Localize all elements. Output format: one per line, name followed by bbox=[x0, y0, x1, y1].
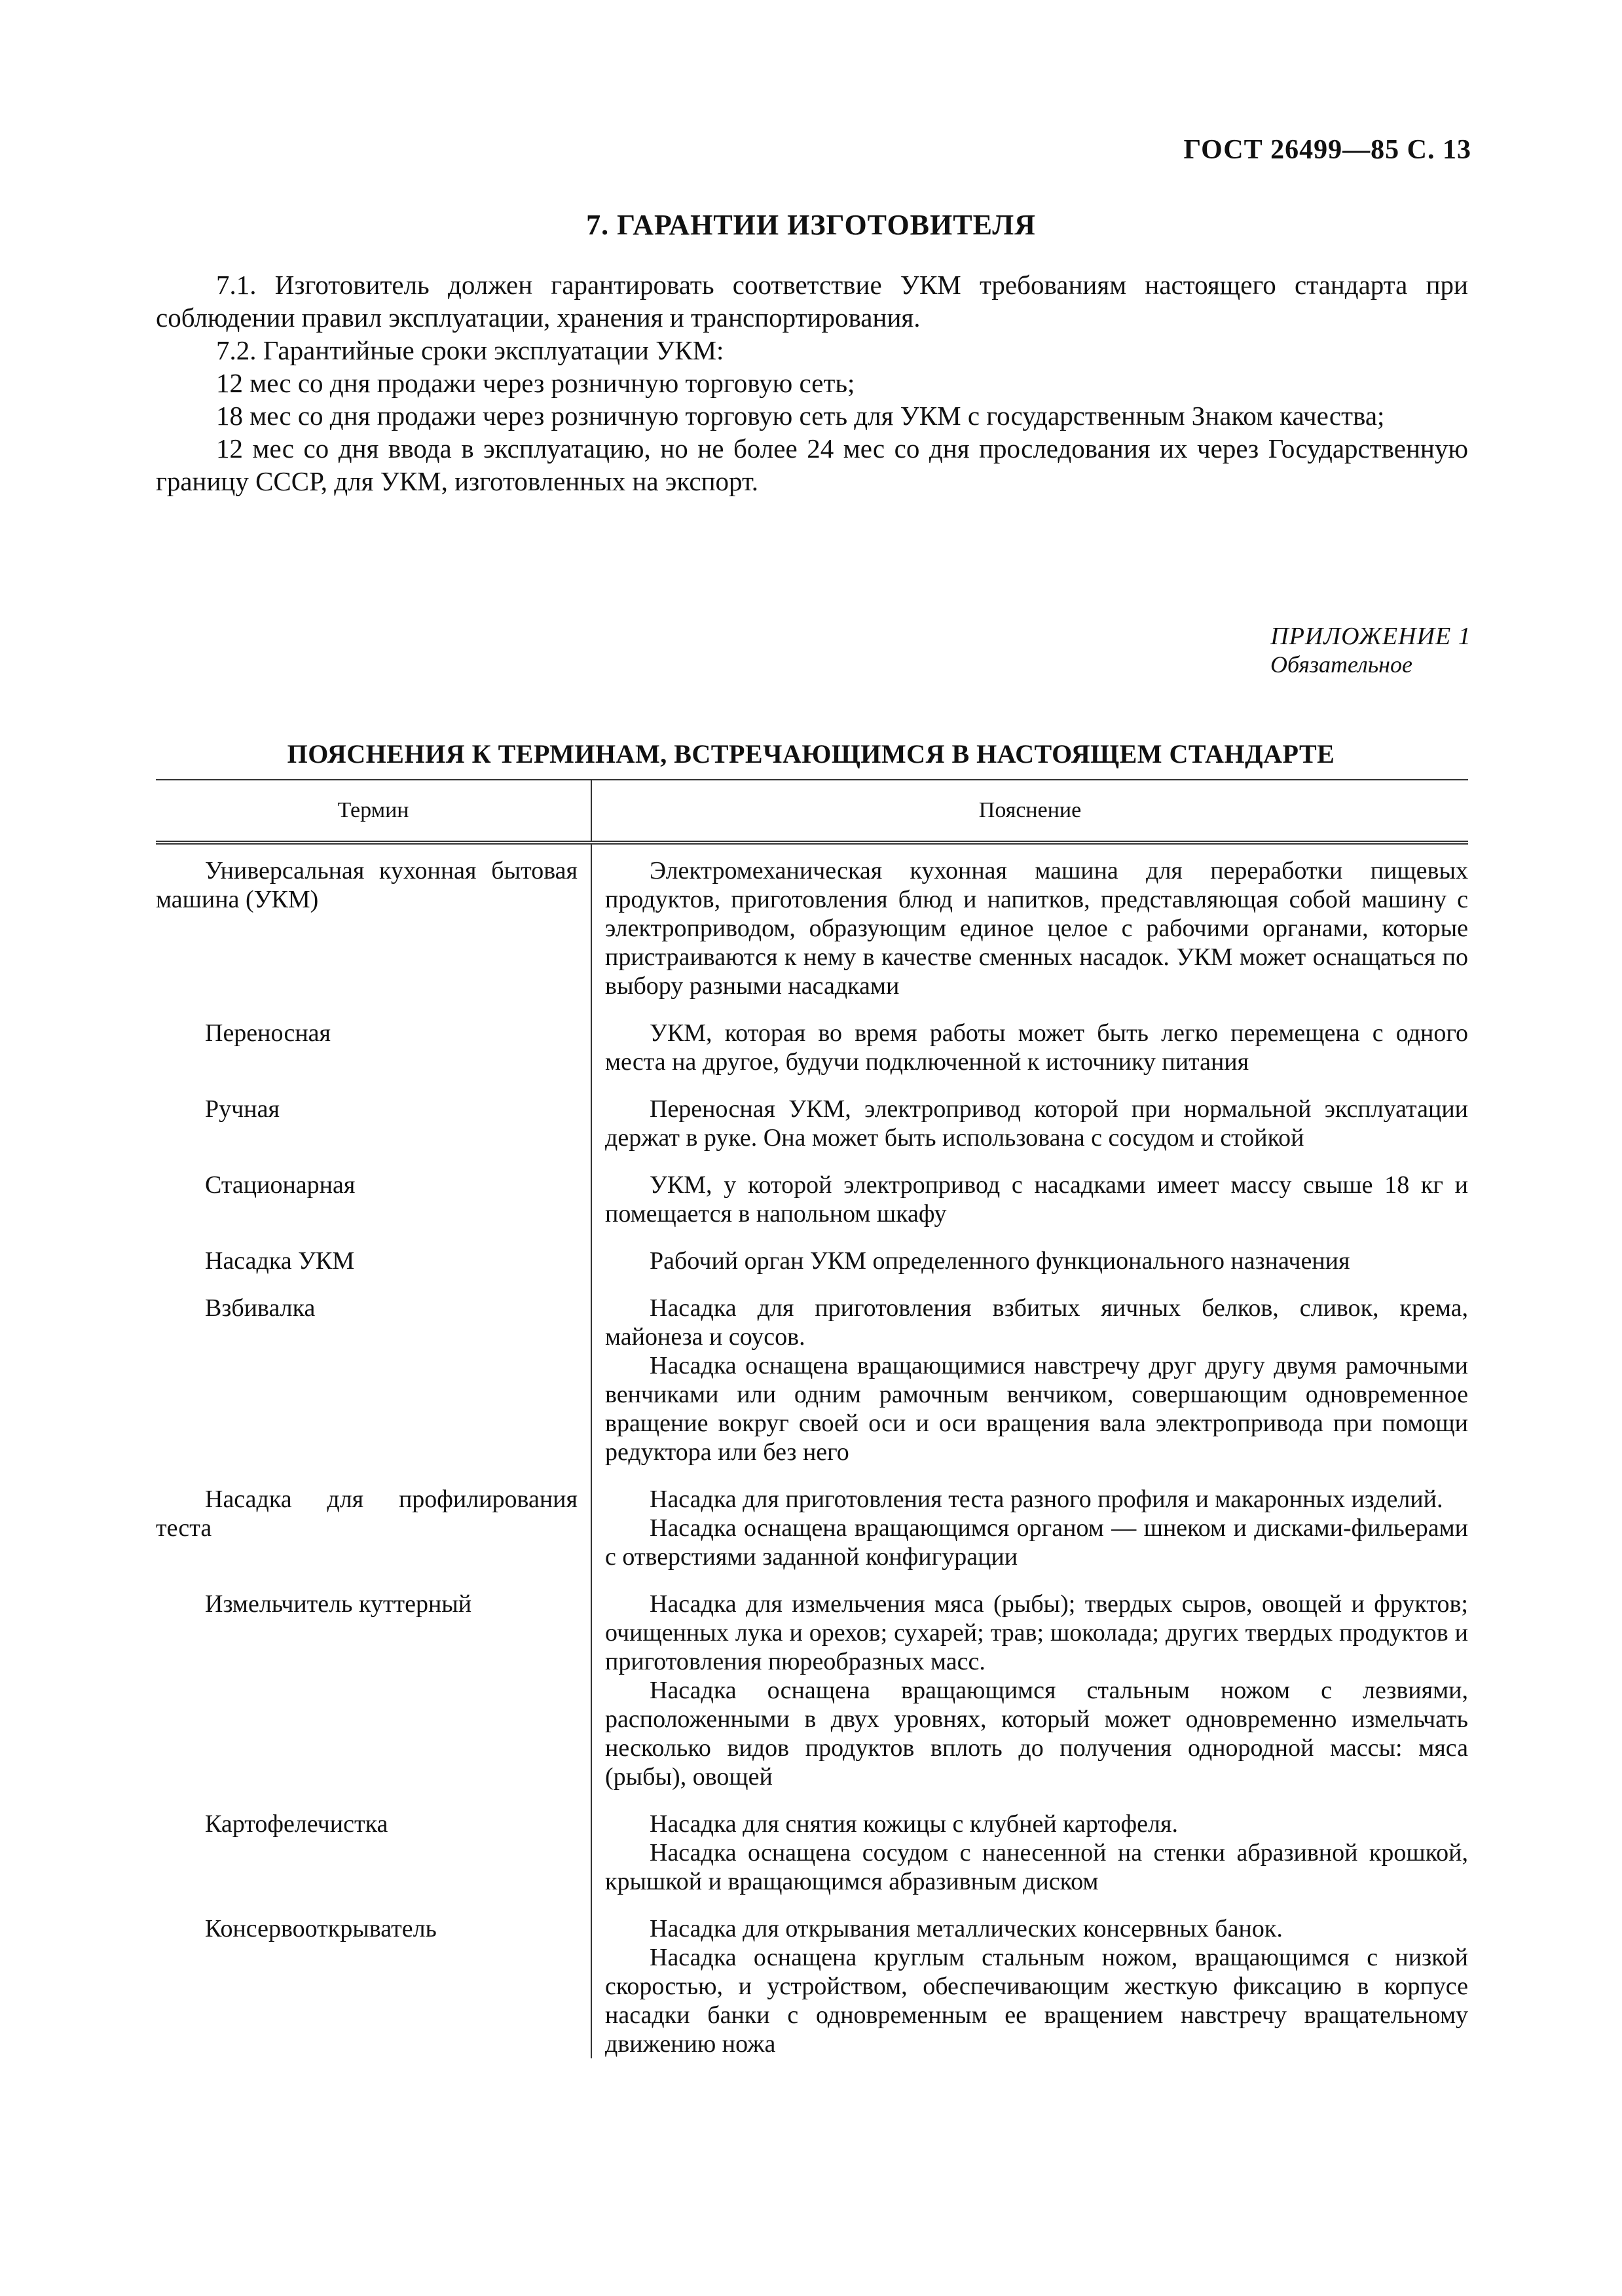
table-row-spacer bbox=[156, 1571, 1468, 1590]
explanation-cell bbox=[591, 1019, 1468, 1076]
term-cell bbox=[156, 1590, 591, 1791]
spacer-cell bbox=[591, 1228, 1468, 1247]
table-row-spacer bbox=[156, 1076, 1468, 1095]
table-row bbox=[156, 1810, 1468, 1896]
term-text: Картофелечистка bbox=[205, 1810, 388, 1838]
section-title: 7. ГАРАНТИИ ИЗГОТОВИТЕЛЯ bbox=[586, 209, 1036, 241]
explanation-cell bbox=[591, 1914, 1468, 2058]
table-row-spacer bbox=[156, 1896, 1468, 1914]
paragraph: 12 мес со дня ввода в эксплуатацию, но не более 24 мес со дня проследования их через Государственную границу СССР, для УКМ, изготовленных на экспорт. bbox=[156, 433, 1468, 496]
explanation-paragraph: Насадка оснащена вращающимися навстречу друг другу двумя рамочными венчиками или одним рамочным венчиком, совершающим одновременное вращение вокруг своей оси и оси вращения вала электропривода при помощи редуктора или без него bbox=[605, 1352, 1468, 1466]
table-row-spacer bbox=[156, 1467, 1468, 1485]
term-cell bbox=[156, 1095, 591, 1152]
spacer-cell bbox=[156, 1228, 591, 1247]
spacer-cell bbox=[591, 1152, 1468, 1171]
explanation-cell bbox=[591, 1485, 1468, 1571]
spacer-cell bbox=[591, 1076, 1468, 1095]
table-row-spacer bbox=[156, 1000, 1468, 1019]
spacer-cell bbox=[156, 1467, 591, 1485]
spacer-cell bbox=[591, 1467, 1468, 1485]
section-body bbox=[156, 268, 1468, 498]
table-row bbox=[156, 1247, 1468, 1275]
paragraph: 18 мес со дня продажи через розничную торговую сеть для УКМ с государственным Знаком качества; bbox=[216, 401, 1385, 431]
table-row bbox=[156, 856, 1468, 1000]
term-text: Насадка УКМ bbox=[205, 1247, 355, 1275]
term-cell bbox=[156, 1019, 591, 1076]
table-row-spacer bbox=[156, 1152, 1468, 1171]
term-text: Измельчитель куттерный bbox=[205, 1590, 472, 1618]
term-cell bbox=[156, 1294, 591, 1467]
explanation-paragraph: Насадка для открывания металлических консервных банок. bbox=[650, 1915, 1283, 1942]
spacer-cell bbox=[591, 843, 1468, 856]
term-text: Ручная bbox=[205, 1095, 280, 1123]
explanation-cell bbox=[591, 1171, 1468, 1228]
table-row bbox=[156, 1294, 1468, 1467]
explanation-cell bbox=[591, 1247, 1468, 1275]
explanation-paragraph: Насадка оснащена вращающимся стальным ножом с лезвиями, расположенными в двух уровнях, который может одновременно измельчать несколько видов продуктов вплоть до получения однородной массы: мяса (рыбы), овощей bbox=[605, 1677, 1468, 1791]
table-row-spacer bbox=[156, 1228, 1468, 1247]
table-row-spacer bbox=[156, 1275, 1468, 1294]
term-text: Стационарная bbox=[205, 1171, 356, 1199]
term-text: Универсальная кухонная бытовая машина (УКМ) bbox=[156, 857, 578, 913]
term-text: Переносная bbox=[205, 1019, 331, 1047]
table-header-row bbox=[156, 780, 1468, 843]
table-row-spacer bbox=[156, 1791, 1468, 1810]
appendix-label bbox=[1270, 622, 1471, 678]
spacer-cell bbox=[591, 1896, 1468, 1914]
term-cell bbox=[156, 1810, 591, 1896]
explanation-paragraph: Электромеханическая кухонная машина для переработки пищевых продуктов, приготовления блюд и напитков, представляющая собой машину с электроприводом, образующим единое целое с рабочими органами, которые пристраиваются к нему в качестве сменных насадок. УКМ может оснащаться по выбору разными насадками bbox=[605, 857, 1468, 1000]
column-header-explanation: Пояснение bbox=[591, 780, 1468, 843]
explanation-paragraph: Рабочий орган УКМ определенного функционального назначения bbox=[650, 1247, 1350, 1275]
spacer-cell bbox=[156, 1275, 591, 1294]
spacer-cell bbox=[156, 1571, 591, 1590]
table-row bbox=[156, 1095, 1468, 1152]
table-row bbox=[156, 1914, 1468, 2058]
explanation-paragraph: Насадка оснащена вращающимся органом — шнеком и дисками-фильерами с отверстиями заданной конфигурации bbox=[605, 1514, 1468, 1571]
table-row bbox=[156, 1171, 1468, 1228]
paragraph: 7.2. Гарантийные сроки эксплуатации УКМ: bbox=[216, 335, 724, 365]
explanation-paragraph: Насадка для приготовления теста разного профиля и макаронных изделий. bbox=[650, 1485, 1443, 1513]
explanation-cell bbox=[591, 856, 1468, 1000]
explanation-paragraph: УКМ, которая во время работы может быть легко перемещена с одного места на другое, будучи подключенной к источнику питания bbox=[605, 1019, 1468, 1076]
appendix-title: ПРИЛОЖЕНИЕ 1 bbox=[1270, 623, 1471, 650]
explanation-cell bbox=[591, 1810, 1468, 1896]
explanation-paragraph: Насадка оснащена сосудом с нанесенной на стенки абразивной крошкой, крышкой и вращающимся абразивным диском bbox=[605, 1839, 1468, 1895]
term-cell bbox=[156, 1485, 591, 1571]
term-cell bbox=[156, 856, 591, 1000]
explanation-cell bbox=[591, 1095, 1468, 1152]
spacer-cell bbox=[156, 1896, 591, 1914]
paragraph: 7.1. Изготовитель должен гарантировать соответствие УКМ требованиям настоящего стандарта при соблюдении правил эксплуатации, хранения и транспортирования. bbox=[156, 270, 1468, 333]
term-cell bbox=[156, 1247, 591, 1275]
term-text: Консервооткрыватель bbox=[205, 1915, 437, 1942]
spacer-cell bbox=[156, 1076, 591, 1095]
explanation-paragraph: Насадка оснащена круглым стальным ножом, вращающимся с низкой скоростью, и устройством, обеспечивающим жесткую фиксацию в корпусе насадки банки с одновременным ее вращением навстречу вращательному движению ножа bbox=[605, 1944, 1468, 2058]
explanation-paragraph: Переносная УКМ, электропривод которой при нормальной эксплуатации держат в руке. Она может быть использована с сосудом и стойкой bbox=[605, 1095, 1468, 1152]
term-cell bbox=[156, 1171, 591, 1228]
table-row bbox=[156, 1019, 1468, 1076]
table-row-spacer bbox=[156, 843, 1468, 856]
term-text: Взбивалка bbox=[205, 1294, 316, 1322]
terms-table-body bbox=[156, 843, 1468, 2058]
spacer-cell bbox=[156, 1791, 591, 1810]
appendix-subtitle: Обязательное bbox=[1270, 651, 1412, 678]
spacer-cell bbox=[156, 843, 591, 856]
explanation-cell bbox=[591, 1294, 1468, 1467]
spacer-cell bbox=[156, 1152, 591, 1171]
table-row bbox=[156, 1590, 1468, 1791]
terms-table bbox=[156, 779, 1468, 2058]
term-text: Насадка для профилирования теста bbox=[156, 1485, 578, 1542]
explanation-paragraph: Насадка для приготовления взбитых яичных белков, сливок, крема, майонеза и соусов. bbox=[605, 1294, 1468, 1351]
column-header-term: Термин bbox=[156, 780, 591, 843]
table-title: ПОЯСНЕНИЯ К ТЕРМИНАМ, ВСТРЕЧАЮЩИМСЯ В НАСТОЯЩЕМ СТАНДАРТЕ bbox=[287, 739, 1335, 769]
spacer-cell bbox=[591, 1791, 1468, 1810]
paragraph: 12 мес со дня продажи через розничную торговую сеть; bbox=[216, 368, 855, 398]
explanation-paragraph: УКМ, у которой электропривод с насадками имеет массу свыше 18 кг и помещается в напольном шкафу bbox=[605, 1171, 1468, 1228]
page-header: ГОСТ 26499—85 С. 13 bbox=[1183, 135, 1471, 165]
spacer-cell bbox=[591, 1000, 1468, 1019]
explanation-cell bbox=[591, 1590, 1468, 1791]
table-row bbox=[156, 1485, 1468, 1571]
explanation-paragraph: Насадка для снятия кожицы с клубней картофеля. bbox=[650, 1810, 1178, 1838]
spacer-cell bbox=[591, 1275, 1468, 1294]
spacer-cell bbox=[156, 1000, 591, 1019]
explanation-paragraph: Насадка для измельчения мяса (рыбы); твердых сыров, овощей и фруктов; очищенных лука и орехов; сухарей; трав; шоколада; других твердых продуктов и приготовления пюреобразных масс. bbox=[605, 1590, 1468, 1675]
term-cell bbox=[156, 1914, 591, 2058]
spacer-cell bbox=[591, 1571, 1468, 1590]
